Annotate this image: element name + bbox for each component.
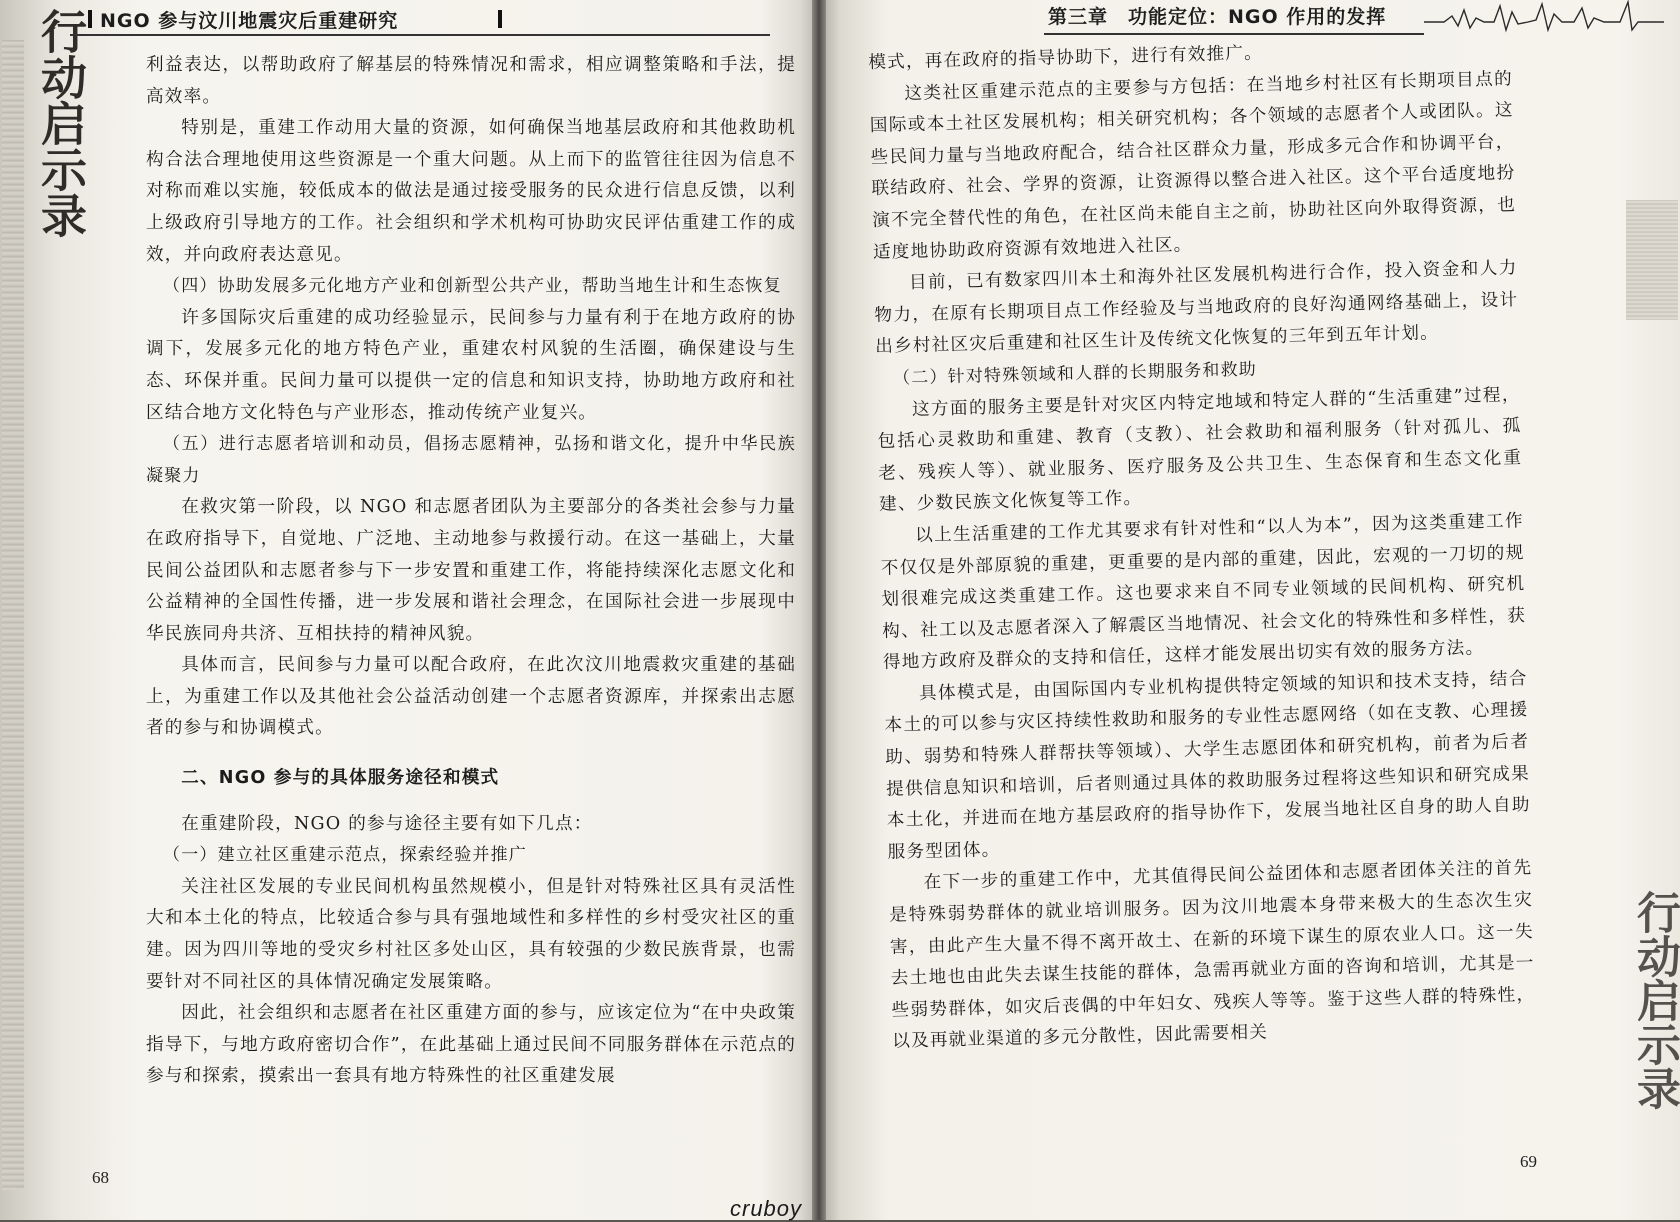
right-body-text	[868, 32, 1537, 1058]
right-edge-band	[1626, 200, 1678, 320]
book-spine	[812, 0, 826, 1220]
left-side-decoration	[0, 0, 88, 300]
left-paragraph: 关注社区发展的专业民间机构虽然规模小，但是针对特殊社区具有灵活性大和本土化的特点，比较适合参与具有强地域性和多样性的乡村受灾社区的重建。因为四川等地的受灾乡村社区多处山区，具有较强的少数民族背景，也需要针对不同社区的具体情况确定发展策略。	[146, 876, 796, 992]
right-page-number: 69	[1520, 1152, 1537, 1171]
heartbeat-line-icon	[1424, 0, 1664, 34]
right-paragraph: 模式，再在政府的指导协助下，进行有效推广。	[868, 43, 1264, 73]
header-rule	[1044, 33, 1424, 35]
right-paragraph: 这方面的服务主要是针对灾区内特定地域和特定人群的“生活重建”过程，包括心灵救助和重建、教育（支教）、社会救助和福利服务（针对孤儿、孤老、残疾人等）、就业服务、医疗服务及公共卫生、生态保育和生态文化重建、少数民族文化恢复等工作。	[877, 384, 1523, 516]
left-page-number: 68	[92, 1168, 109, 1187]
left-paragraph: 二、NGO 参与的具体服务途径和模式	[181, 768, 500, 789]
left-header-title: NGO 参与汶川地震灾后重建研究	[100, 10, 399, 32]
right-paragraph: 在下一步的重建工作中，尤其值得民间公益团体和志愿者团体关注的首先是特殊弱势群体的就业培训服务。因为汶川地震本身带来极大的生态次生灾害，由此产生大量不得不离开故土、在新的环境下谋生的原农业人口。这一失去土地也由此失去谋生技能的群体，急需再就业方面的咨询和培训，尤其是一些弱势群体，如灾后丧偶的中年妇女、残疾人等等。鉴于这些人群的特殊性，以及再就业渠道的多元分散性，因此需要相关	[888, 858, 1536, 1053]
left-paragraph: 因此，社会组织和志愿者在社区重建方面的参与，应该定位为“在中央政策指导下，与地方政府密切合作”，在此基础上通过民间不同服务群体在示范点的参与和探索，摸索出一套具有地方特殊性的社区重建发展	[146, 1003, 796, 1087]
left-paragraph: 许多国际灾后重建的成功经验显示，民间参与力量有利于在地方政府的协调下，发展多元化的地方特色产业，重建农村风貌的生活圈，确保建设与生态、环保并重。民间力量可以提供一定的信息和知识支持，协助地方政府和社区结合地方文化特色与产业形态，推动传统产业复兴。	[146, 307, 796, 423]
header-bar-icon	[88, 10, 92, 28]
right-paragraph: （二）针对特殊领域和人群的长期服务和救助	[892, 359, 1258, 389]
left-running-header	[70, 4, 770, 36]
right-side-decoration	[1538, 30, 1678, 1220]
right-paragraph: 具体模式是，由国际国内专业机构提供特定领域的知识和技术支持，结合本土的可以参与灾区持续性救助和服务的专业性志愿网络（如在支教、心理援助、弱势和特殊人群帮扶等领域）、大学生志愿团体和研究机构，前者为后者提供信息知识和培训，后者则通过具体的救助服务过程将这些知识和研究成果本土化，并进而在地方基层政府的指导协作下，发展当地社区自身的助人自助服务型团体。	[884, 668, 1531, 863]
left-paragraph: 在重建阶段，NGO 的参与途径主要有如下几点：	[181, 813, 593, 834]
left-paragraph: 特别是，重建工作动用大量的资源，如何确保当地基层政府和其他救助机构合法合理地使用这些资源是一个重大问题。从上而下的监管往往因为信息不对称而难以实施，较低成本的做法是通过接受服务的民众进行信息反馈，以利上级政府引导地方的工作。社会组织和学术机构可协助灾民评估重建工作的成效，并向政府表达意见。	[146, 118, 796, 265]
left-side-decoration-text: 行动启示录	[34, 8, 88, 238]
left-body-text	[146, 50, 796, 1093]
header-bar-icon	[498, 10, 502, 28]
left-paragraph: 具体而言，民间参与力量可以配合政府，在此次汶川地震救灾重建的基础上，为重建工作以及其他社会公益活动创建一个志愿者资源库，并探索出志愿者的参与和协调模式。	[146, 655, 796, 739]
right-side-decoration-text: 行动启示录	[1629, 890, 1680, 1110]
watermark-text: cruboy	[730, 1196, 803, 1221]
left-paragraph: 在救灾第一阶段，以 NGO 和志愿者团队为主要部分的各类社会参与力量在政府指导下，自觉地、广泛地、主动地参与救援行动。在这一基础上，大量民间公益团队和志愿者参与下一步安置和重建工作，将能持续深化志愿文化和公益精神的全国性传播，进一步发展和谐社会理念，在国际社会进一步展现中华民族同舟共济、互相扶持的精神风貌。	[146, 497, 796, 644]
right-running-header	[1044, 0, 1664, 34]
right-paragraph: 以上生活重建的工作尤其要求有针对性和“以人为本”，因为这类重建工作不仅仅是外部原貌的重建，更重要的是内部的重建，因此，宏观的一刀切的规划很难完成这类重建工作。这也要求来自不同专业领域的民间机构、研究机构、社工以及志愿者深入了解震区当地情况、社会文化的特殊性和多样性，获得地方政府及群众的支持和信任，这样才能发展出切实有效的服务方法。	[880, 511, 1527, 674]
left-paragraph: （一）建立社区重建示范点，探索经验并推广	[163, 845, 527, 866]
left-paragraph: （五）进行志愿者培训和动员，倡扬志愿精神，弘扬和谐文化，提升中华民族凝聚力	[146, 434, 796, 486]
right-page	[818, 0, 1680, 1220]
right-paragraph: 目前，已有数家四川本土和海外社区发展机构进行合作，投入资金和人力物力，在原有长期项目点工作经验及与当地政府的良好沟通网络基础上，设计出乡村社区灾后重建和社区生计及传统文化恢复的三年到五年计划。	[874, 258, 1519, 358]
left-paragraph: 利益表达，以帮助政府了解基层的特殊情况和需求，相应调整策略和手法，提高效率。	[146, 55, 796, 107]
left-edge-strip	[2, 40, 24, 1190]
right-paragraph: 这类社区重建示范点的主要参与方包括：在当地乡村社区有长期项目点的国际或本土社区发展机构；相关研究机构；各个领域的志愿者个人或团队。这些民间力量与当地政府配合，结合社区群众力量，形成多元合作和协调平台，联结政府、社会、学界的资源，让资源得以整合进入社区。这个平台适度地扮演不完全替代性的角色，在社区尚未能自主之前，协助社区向外取得资源，也适度地协助政府资源有效地进入社区。	[869, 68, 1517, 263]
right-header-title: 第三章 功能定位：NGO 作用的发挥	[1048, 6, 1387, 28]
left-paragraph: （四）协助发展多元化地方产业和创新型公共产业，帮助当地生计和生态恢复	[163, 276, 782, 297]
left-page	[0, 0, 818, 1220]
